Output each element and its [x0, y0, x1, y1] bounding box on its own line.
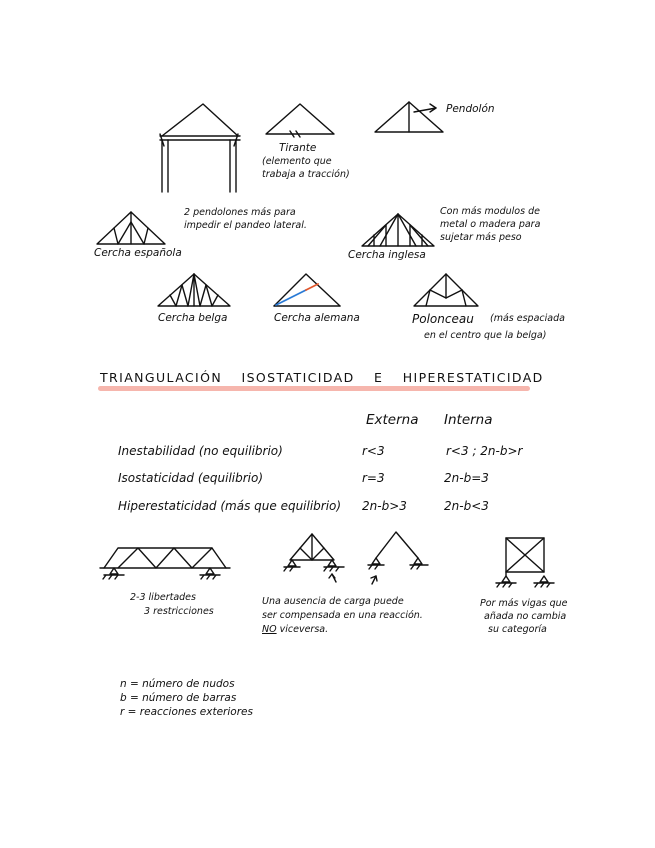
left-example-note-line-2: 3 restricciones — [144, 606, 214, 617]
row-interna-inestabilidad: r<3 ; 2n-b>r — [446, 444, 523, 458]
row-externa-hiperestaticidad: 2n-b>3 — [362, 499, 407, 513]
row-label-isostaticidad: Isostaticidad (equilibrio) — [118, 471, 264, 485]
cercha-espanola-label: Cercha española — [94, 247, 182, 259]
inglesa-note-line-1: Con más modulos de — [440, 206, 540, 217]
row-externa-isostaticidad: r=3 — [362, 471, 385, 485]
section-heading: TRIANGULACIÓN ISOSTATICIDAD E HIPERESTATICIDAD — [100, 370, 544, 385]
cercha-alemana — [274, 274, 340, 306]
pendolones-note-line-1: 2 pendolones más para — [184, 207, 296, 218]
braced-frame-example — [496, 538, 554, 587]
row-label-inestabilidad: Inestabilidad (no equilibrio) — [118, 444, 283, 458]
no-emphasis: NO — [262, 624, 277, 635]
pendolon-label: Pendolón — [446, 103, 495, 115]
cercha-inglesa-label: Cercha inglesa — [348, 249, 426, 261]
middle-example-note-line-2: ser compensada en una reacción. — [262, 610, 423, 621]
middle-example-note-line-3 — [262, 624, 328, 636]
roof-truss-building — [160, 104, 240, 192]
pinned-triangle-example — [284, 534, 344, 582]
left-example-note-line-1: 2-3 libertades — [130, 592, 196, 603]
tirante-note-line-2: trabaja a tracción) — [262, 169, 350, 180]
legend-r: r = reacciones exteriores — [120, 706, 253, 718]
pendolones-note-line-2: impedir el pandeo lateral. — [184, 220, 307, 231]
row-interna-isostaticidad: 2n-b=3 — [444, 471, 489, 485]
tirante-note-line-1: (elemento que — [262, 156, 332, 167]
bridge-truss-example — [100, 548, 230, 579]
polonceau-note-line-2: en el centro que la belga) — [424, 330, 547, 341]
inglesa-note-line-2: metal o madera para — [440, 219, 541, 230]
col-externa-header: Externa — [366, 412, 419, 428]
cercha-belga — [158, 274, 230, 306]
middle-example-note-line-1: Una ausencia de carga puede — [262, 596, 404, 607]
cercha-inglesa — [362, 214, 434, 246]
legend-b: b = número de barras — [120, 692, 237, 704]
polonceau-label: Polonceau — [412, 312, 474, 326]
heading-highlight — [98, 386, 530, 391]
row-label-hiperestaticidad: Hiperestaticidad (más que equilibrio) — [118, 499, 342, 513]
viceversa-text: viceversa. — [279, 624, 329, 635]
polonceau-note-line-1: (más espaciada — [490, 313, 565, 324]
legend-n: n = número de nudos — [120, 678, 235, 690]
roof-triangle — [162, 104, 238, 136]
right-example-note-line-2: añada no cambia — [484, 611, 567, 622]
cercha-espanola — [97, 212, 165, 244]
row-externa-inestabilidad: r<3 — [362, 444, 385, 458]
row-interna-hiperestaticidad: 2n-b<3 — [444, 499, 489, 513]
tirante-label: Tirante — [279, 142, 317, 154]
tirante-truss — [266, 104, 334, 137]
right-example-note-line-3: su categoría — [488, 624, 547, 635]
cercha-alemana-label: Cercha alemana — [274, 312, 360, 324]
inglesa-note-line-3: sujetar más peso — [440, 232, 522, 243]
open-triangle-example — [368, 532, 428, 584]
cercha-belga-label: Cercha belga — [158, 312, 228, 324]
pendolon-truss — [375, 102, 443, 132]
polonceau-truss — [414, 274, 478, 306]
col-interna-header: Interna — [444, 412, 493, 428]
right-example-note-line-1: Por más vigas que — [480, 598, 568, 609]
